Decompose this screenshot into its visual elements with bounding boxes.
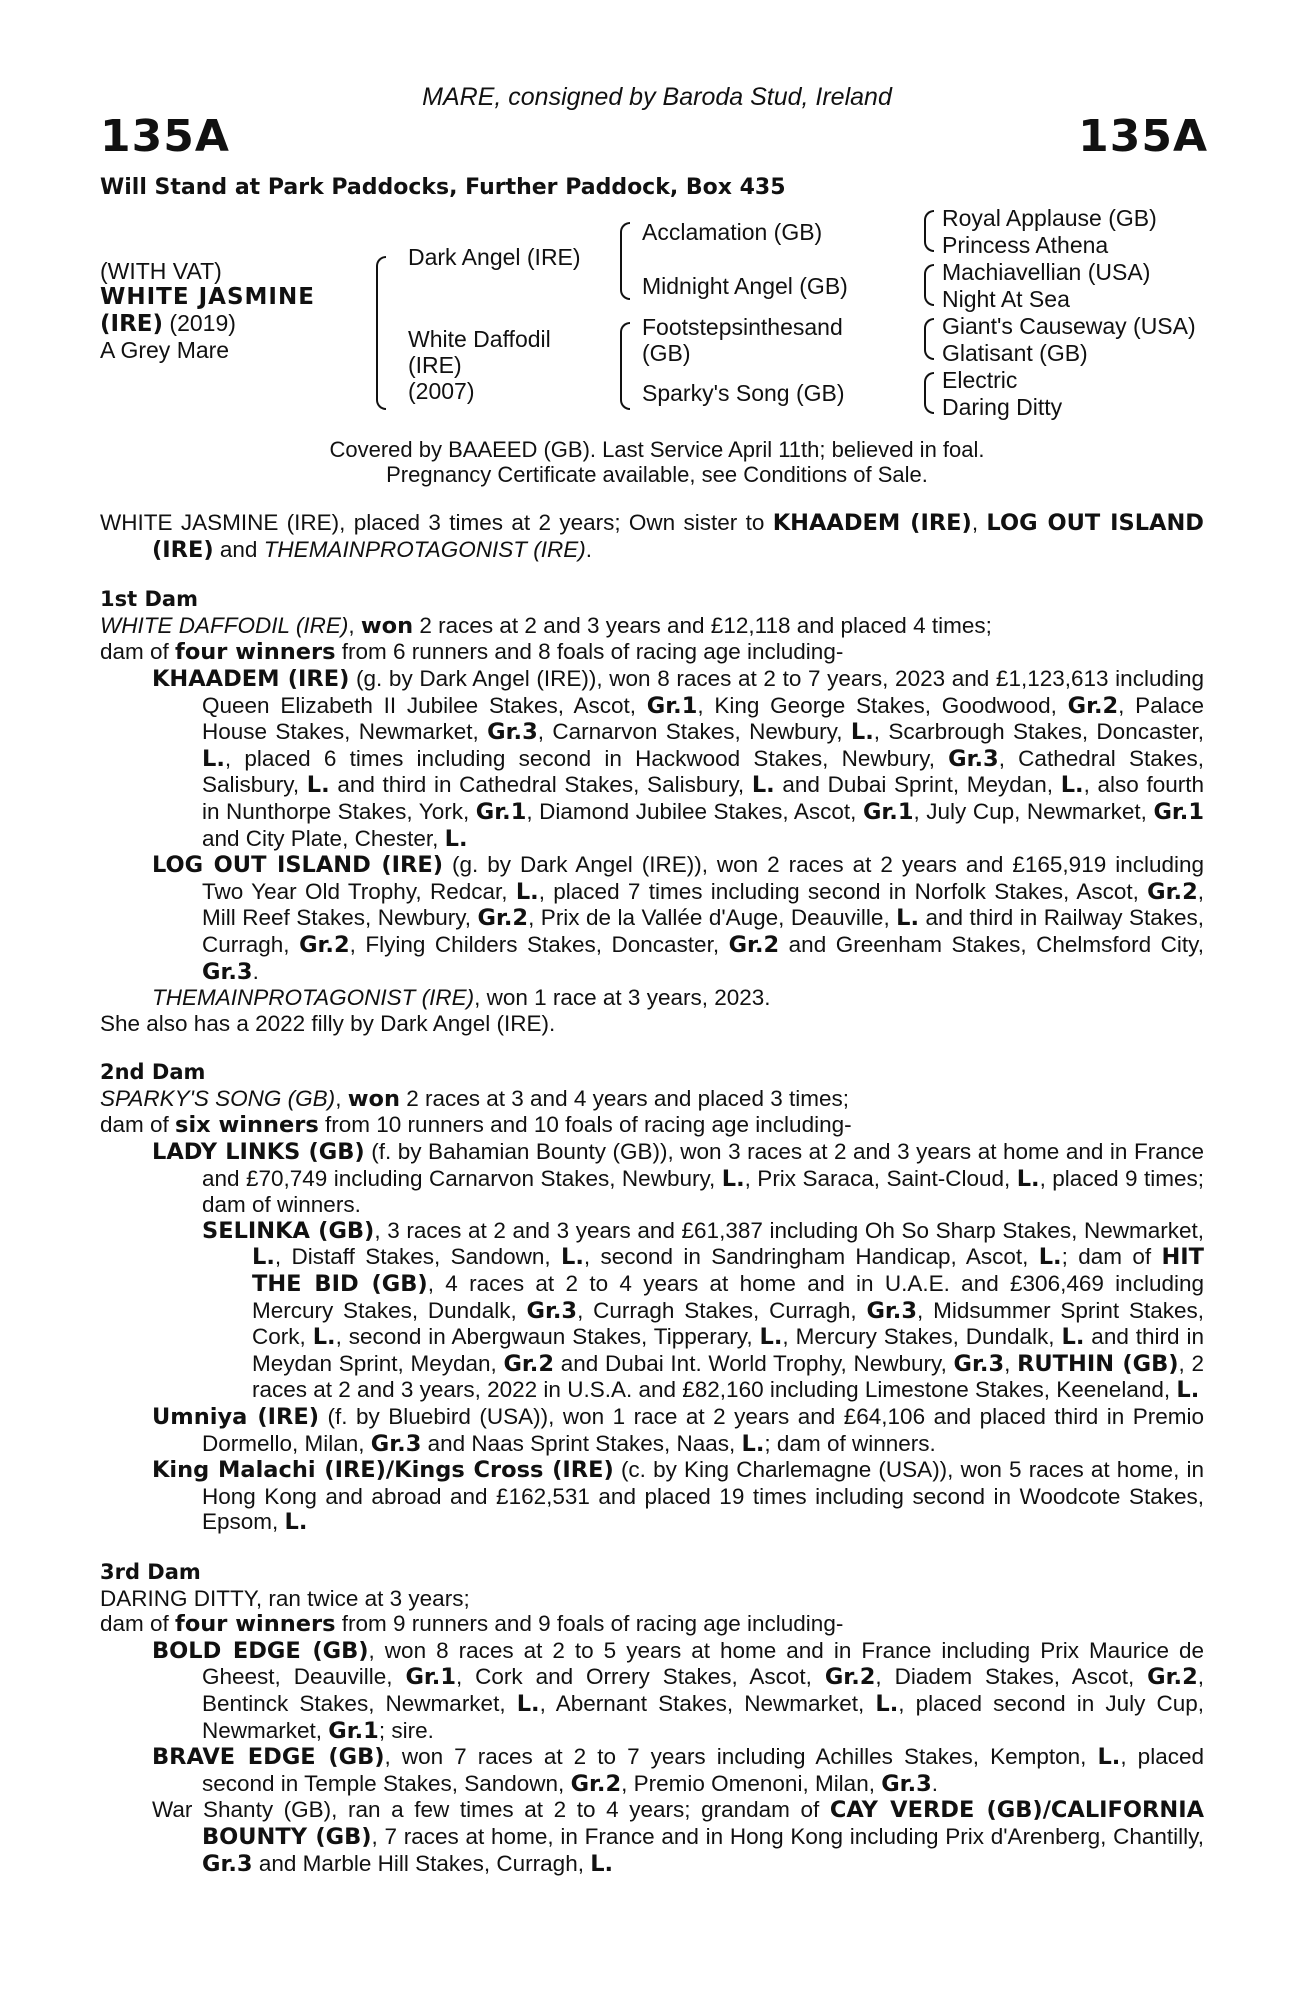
text-segment: (c. by King Charlemagne (USA)), won 5 races at home, in Hong Kong and abroad and £162,531 and placed 19 times including second in Woodcote Stakes, Epsom, bbox=[202, 1457, 1204, 1535]
text-segment: and third in Cathedral Stakes, Salisbury, bbox=[329, 772, 752, 798]
bold-text-segment: Gr.1 bbox=[475, 798, 527, 825]
bold-text-segment: CAY VERDE (GB)/CALIFORNIA BOUNTY (GB) bbox=[202, 1797, 1204, 1850]
bold-text-segment: L. bbox=[306, 772, 330, 799]
bold-text-segment: BRAVE EDGE (GB) bbox=[152, 1744, 385, 1771]
brace-gen1 bbox=[376, 256, 386, 410]
text-segment: , Scarbrough Stakes, Doncaster, bbox=[873, 719, 1204, 745]
bold-text-segment: L. bbox=[875, 1690, 899, 1717]
text-segment: . bbox=[931, 1770, 939, 1796]
covered-line1: Covered by BAAEED (GB). Last Service April 11th; believed in foal. bbox=[329, 437, 985, 462]
bold-text-segment: Gr.1 bbox=[1153, 798, 1205, 825]
first-dam-also: She also has a 2022 filly by Dark Angel (IRE). bbox=[100, 1010, 556, 1036]
bold-text-segment: Gr.2 bbox=[1147, 878, 1198, 905]
bold-text-segment: Umniya (IRE) bbox=[152, 1404, 320, 1430]
bold-text-segment: Gr.1 bbox=[862, 798, 914, 825]
text-segment: , 7 races at home, in France and in Hong Kong including Prix d'Arenberg, Chantilly, bbox=[371, 1823, 1204, 1849]
bold-text-segment: Gr.3 bbox=[487, 719, 538, 746]
sep: , bbox=[348, 612, 361, 638]
horse-suffix-year bbox=[100, 310, 315, 337]
brace-gen2-sire bbox=[620, 222, 630, 300]
text-segment: , Cathedral Stakes, Salisbury, bbox=[202, 745, 1204, 798]
text-segment: and Greenham Stakes, Chelmsford City, bbox=[779, 931, 1204, 957]
bold-text-segment: Gr.3 bbox=[202, 958, 253, 985]
text-segment: and third in Meydan Sprint, Meydan, bbox=[252, 1324, 1204, 1376]
text-segment: and Naas Sprint Stakes, Naas, bbox=[421, 1430, 742, 1456]
second-dam-heading: 2nd Dam bbox=[100, 1060, 206, 1085]
intro-sibling-3: THEMAINPROTAGONIST (IRE) bbox=[263, 536, 586, 562]
ddd: Daring Ditty bbox=[942, 394, 1063, 420]
won-label: won bbox=[347, 1085, 400, 1112]
bold-text-segment: Gr.3 bbox=[866, 1297, 918, 1324]
bold-text-segment: L. bbox=[1097, 1744, 1121, 1771]
entry-king-malachi bbox=[152, 1457, 1204, 1536]
text-segment: , Mercury Stakes, Dundalk, bbox=[782, 1324, 1062, 1350]
first-dam-heading: 1st Dam bbox=[100, 587, 198, 612]
runners-text: from 6 runners and 8 foals of racing age including- bbox=[335, 639, 844, 665]
text-segment: , Bentinck Stakes, Newmarket, bbox=[202, 1664, 1204, 1716]
text-segment: , Diadem Stakes, Ascot, bbox=[875, 1664, 1148, 1690]
bold-text-segment: L. bbox=[850, 719, 874, 746]
text-segment: , Palace House Stakes, Newmarket, bbox=[202, 692, 1204, 745]
lot-number-left: 135A bbox=[100, 111, 230, 162]
bold-text-segment: L. bbox=[516, 1690, 540, 1717]
entry-brave-edge bbox=[152, 1744, 1204, 1797]
dam-sire-country: (GB) bbox=[642, 340, 691, 366]
stand-location: Will Stand at Park Paddocks, Further Paddock, Box 435 bbox=[100, 175, 786, 200]
bold-text-segment: Gr.3 bbox=[948, 745, 999, 772]
dam-dam: Sparky's Song (GB) bbox=[642, 380, 845, 406]
text-segment: , King George Stakes, Goodwood, bbox=[697, 692, 1068, 718]
sire-sire: Acclamation (GB) bbox=[642, 219, 823, 245]
intro-sibling-2: LOG OUT ISLAND (IRE) bbox=[152, 510, 1204, 563]
second-dam-line1 bbox=[100, 1086, 1204, 1113]
text-segment: , 4 races at 2 to 4 years at home and in U.A.E. and £306,469 including Mercury Stakes, Dundalk, bbox=[252, 1271, 1204, 1323]
text-segment: War Shanty (GB), ran a few times at 2 to 4 years; grandam of bbox=[152, 1797, 830, 1823]
text-segment: , July Cup, Newmarket, bbox=[913, 798, 1154, 824]
horse-name: WHITE JASMINE bbox=[100, 284, 315, 310]
first-dam-record: 2 races at 2 and 3 years and £12,118 and placed 4 times; bbox=[413, 612, 992, 638]
bold-text-segment: L. bbox=[896, 905, 920, 932]
bold-text-segment: KHAADEM (IRE) bbox=[152, 665, 350, 692]
intro-sibling-1: KHAADEM (IRE) bbox=[772, 510, 972, 536]
text-segment: ; dam of winners. bbox=[764, 1430, 936, 1456]
text-segment: ; sire. bbox=[378, 1717, 434, 1743]
bold-text-segment: Gr.3 bbox=[953, 1350, 1005, 1377]
text-segment: , Diamond Jubilee Stakes, Ascot, bbox=[526, 798, 863, 824]
covered-line2: Pregnancy Certificate available, see Conditions of Sale. bbox=[386, 462, 928, 487]
bold-text-segment: Gr.3 bbox=[202, 1850, 253, 1877]
vat-label: (WITH VAT) bbox=[100, 258, 222, 284]
bold-text-segment: HIT THE BID (GB) bbox=[252, 1244, 1204, 1298]
sss: Royal Applause (GB) bbox=[942, 205, 1157, 231]
sire-dam: Midnight Angel (GB) bbox=[642, 273, 848, 299]
text-segment: , Curragh Stakes, Curragh, bbox=[577, 1297, 867, 1323]
winners-count: four winners bbox=[175, 639, 336, 666]
dam-of: dam of bbox=[100, 1112, 176, 1138]
dam-of: dam of bbox=[100, 1611, 176, 1637]
text-segment: ; dam of bbox=[1061, 1244, 1162, 1270]
brace-gen3-4 bbox=[924, 372, 934, 414]
brace-gen3-2 bbox=[924, 264, 934, 306]
first-dam-line2 bbox=[100, 639, 1204, 666]
bold-text-segment: Gr.2 bbox=[299, 931, 350, 958]
entry-bold-edge bbox=[152, 1638, 1204, 1744]
dam bbox=[408, 326, 551, 404]
intro-and: and bbox=[213, 536, 264, 562]
text-segment: , second in Sandringham Handicap, Ascot, bbox=[583, 1244, 1039, 1270]
entry-khaadem bbox=[152, 666, 1204, 852]
bold-text-segment: L. bbox=[751, 772, 775, 799]
horse-country: (IRE) bbox=[100, 311, 164, 337]
bold-text-segment: L. bbox=[759, 1324, 783, 1351]
bold-text-segment: Gr.3 bbox=[881, 1770, 932, 1797]
text-segment: and third in Railway Stakes, Curragh, bbox=[202, 905, 1205, 957]
runners-text: from 10 runners and 10 foals of racing age including- bbox=[318, 1112, 852, 1138]
bold-text-segment: L. bbox=[1038, 1244, 1062, 1271]
bold-text-segment: Gr.3 bbox=[370, 1430, 422, 1457]
text-segment: , 3 races at 2 and 3 years and £61,387 including Oh So Sharp Stakes, Newmarket, bbox=[374, 1217, 1204, 1243]
bold-text-segment: L. bbox=[1060, 772, 1084, 799]
brace-gen2-dam bbox=[620, 322, 630, 410]
covered-block bbox=[0, 437, 1314, 487]
bold-text-segment: Gr.1 bbox=[328, 1717, 379, 1744]
bold-text-segment: Gr.1 bbox=[646, 692, 698, 719]
dam-year: (2007) bbox=[408, 378, 475, 404]
bold-text-segment: L. bbox=[252, 1244, 275, 1271]
winners-count: four winners bbox=[175, 1611, 336, 1638]
entry-themainprotagonist bbox=[152, 985, 1204, 1011]
themain-name: THEMAINPROTAGONIST (IRE) bbox=[152, 985, 475, 1011]
catalogue-body bbox=[100, 510, 1204, 1877]
ssd: Princess Athena bbox=[942, 232, 1109, 258]
second-dam-line2 bbox=[100, 1112, 1204, 1139]
sdd: Night At Sea bbox=[942, 286, 1070, 312]
bold-text-segment: Gr.2 bbox=[570, 1770, 622, 1797]
dss: Giant's Causeway (USA) bbox=[942, 313, 1196, 339]
text-segment: and Marble Hill Stakes, Curragh, bbox=[252, 1850, 591, 1876]
text-segment: (g. by Dark Angel (IRE)), won 2 races at 2 years and £165,919 including Two Year Old Trophy, Redcar, bbox=[202, 852, 1205, 904]
brace-gen3-3 bbox=[924, 318, 934, 360]
bold-text-segment: LADY LINKS (GB) bbox=[152, 1139, 365, 1166]
bold-text-segment: BOLD EDGE (GB) bbox=[152, 1637, 369, 1664]
entry-log-out-island bbox=[152, 852, 1204, 985]
bold-text-segment: LOG OUT ISLAND (IRE) bbox=[152, 852, 444, 879]
bold-text-segment: RUTHIN (GB) bbox=[1017, 1350, 1179, 1377]
bold-text-segment: L. bbox=[444, 825, 468, 852]
winners-count: six winners bbox=[175, 1112, 319, 1139]
bold-text-segment: L. bbox=[1061, 1324, 1085, 1351]
sds: Machiavellian (USA) bbox=[942, 259, 1151, 285]
text-segment: , won 8 races at 2 to 5 years at home and in France including Prix Maurice de Gheest, Deauville, bbox=[202, 1637, 1204, 1690]
third-dam-heading: 3rd Dam bbox=[100, 1559, 201, 1584]
text-segment: , Flying Childers Stakes, Doncaster, bbox=[349, 931, 729, 957]
text-segment: , bbox=[1004, 1350, 1018, 1376]
second-dam-record: 2 races at 3 and 4 years and placed 3 times; bbox=[399, 1085, 849, 1111]
bold-text-segment: King Malachi (IRE)/Kings Cross (IRE) bbox=[152, 1457, 614, 1484]
first-dam-name: WHITE DAFFODIL (IRE) bbox=[100, 612, 349, 638]
bold-text-segment: L. bbox=[202, 745, 225, 772]
intro-end: . bbox=[585, 536, 593, 562]
bold-text-segment: Gr.2 bbox=[1147, 1664, 1198, 1691]
won-label: won bbox=[360, 612, 414, 639]
entry-lady-links bbox=[152, 1139, 1204, 1218]
text-segment: , Prix Saraca, Saint-Cloud, bbox=[744, 1165, 1017, 1191]
text-segment: (f. by Bahamian Bounty (GB)), won 3 races at 2 and 3 years at home and in France and £70,749 including Carnarvon Stakes, Newbury, bbox=[202, 1139, 1204, 1191]
text-segment: , placed 6 times including second in Hackwood Stakes, Newbury, bbox=[224, 745, 949, 771]
dam-sire-name: Footstepsinthesand bbox=[642, 314, 843, 340]
lot-number-right: 135A bbox=[1078, 111, 1208, 162]
bold-text-segment: L. bbox=[312, 1324, 336, 1351]
bold-text-segment: L. bbox=[561, 1244, 584, 1271]
bold-text-segment: L. bbox=[1016, 1165, 1040, 1192]
entry-selinka bbox=[202, 1218, 1204, 1404]
bold-text-segment: L. bbox=[721, 1165, 745, 1192]
bold-text-segment: Gr.2 bbox=[477, 905, 529, 932]
dam-country: (IRE) bbox=[408, 352, 462, 378]
intro-sep: , bbox=[971, 510, 987, 535]
second-dam-name: SPARKY'S SONG (GB) bbox=[100, 1085, 336, 1111]
bold-text-segment: Gr.2 bbox=[503, 1350, 555, 1377]
sire: Dark Angel (IRE) bbox=[408, 244, 581, 270]
text-segment: . bbox=[252, 958, 259, 984]
text-segment: , placed 7 times including second in Norfolk Stakes, Ascot, bbox=[538, 878, 1148, 904]
text-segment: , also fourth in Nunthorpe Stakes, York, bbox=[202, 772, 1204, 824]
themain-record: , won 1 race at 3 years, 2023. bbox=[474, 985, 771, 1011]
intro-text: WHITE JASMINE (IRE), placed 3 times at 2 years; Own sister to bbox=[100, 510, 773, 535]
intro-paragraph bbox=[100, 510, 1204, 563]
text-segment: and City Plate, Chester, bbox=[202, 825, 445, 851]
bold-text-segment: Gr.2 bbox=[728, 931, 780, 958]
text-segment: , Prix de la Vallée d'Auge, Deauville, bbox=[528, 905, 897, 931]
bold-text-segment: L. bbox=[515, 878, 539, 905]
bold-text-segment: L. bbox=[590, 1850, 614, 1877]
brace-gen3-1 bbox=[924, 210, 934, 252]
entry-war-shanty bbox=[152, 1797, 1204, 1877]
text-segment: , Cork and Orrery Stakes, Ascot, bbox=[456, 1664, 825, 1690]
bold-text-segment: L. bbox=[741, 1430, 765, 1457]
dam-sire bbox=[642, 314, 843, 366]
third-dam-line1: DARING DITTY, ran twice at 3 years; bbox=[100, 1585, 470, 1611]
text-segment: , placed second in Temple Stakes, Sandown, bbox=[202, 1744, 1204, 1796]
dam-name: White Daffodil bbox=[408, 326, 551, 352]
bold-text-segment: L. bbox=[1176, 1377, 1200, 1404]
text-segment: , 2 races at 2 and 3 years, 2022 in U.S.A. and £82,160 including Limestone Stakes, Keeneland, bbox=[252, 1350, 1204, 1403]
text-segment: , Mill Reef Stakes, Newbury, bbox=[202, 878, 1204, 931]
text-segment: and Dubai Sprint, Meydan, bbox=[774, 772, 1061, 798]
bold-text-segment: SELINKA (GB) bbox=[202, 1217, 375, 1244]
text-segment: , placed 9 times; dam of winners. bbox=[202, 1165, 1204, 1218]
text-segment: and Dubai Int. World Trophy, Newbury, bbox=[554, 1350, 954, 1376]
bold-text-segment: Gr.2 bbox=[1067, 692, 1119, 719]
text-segment: , placed second in July Cup, Newmarket, bbox=[202, 1690, 1204, 1743]
bold-text-segment: Gr.1 bbox=[405, 1664, 456, 1691]
consignment-line: MARE, consigned by Baroda Stud, Ireland bbox=[422, 83, 892, 111]
first-dam-line1 bbox=[100, 613, 1204, 640]
text-segment: , second in Abergwaun Stakes, Tipperary, bbox=[335, 1324, 760, 1350]
horse-description: A Grey Mare bbox=[100, 337, 230, 363]
horse-year: (2019) bbox=[163, 310, 236, 336]
entry-umniya bbox=[152, 1404, 1204, 1457]
horse-block bbox=[100, 258, 315, 363]
dsd: Glatisant (GB) bbox=[942, 340, 1088, 366]
dds: Electric bbox=[942, 367, 1018, 393]
dam-of: dam of bbox=[100, 639, 176, 665]
bold-text-segment: Gr.3 bbox=[526, 1297, 578, 1324]
text-segment: , Carnarvon Stakes, Newbury, bbox=[537, 719, 851, 745]
text-segment: , Premio Omenoni, Milan, bbox=[621, 1770, 882, 1796]
text-segment: (f. by Bluebird (USA)), won 1 race at 2 years and £64,106 and placed third in Premio Dormello, Milan, bbox=[202, 1404, 1204, 1456]
text-segment: , Midsummer Sprint Stakes, Cork, bbox=[252, 1297, 1205, 1350]
bold-text-segment: Gr.2 bbox=[824, 1664, 876, 1691]
text-segment: , Distaff Stakes, Sandown, bbox=[274, 1244, 561, 1270]
text-segment: , won 7 races at 2 to 7 years including Achilles Stakes, Kempton, bbox=[384, 1744, 1098, 1770]
text-segment: (g. by Dark Angel (IRE)), won 8 races at 2 to 7 years, 2023 and £1,123,613 including Queen Elizabeth II Jubilee Stakes, Ascot, bbox=[202, 665, 1204, 718]
third-dam-line2 bbox=[100, 1611, 1204, 1638]
bold-text-segment: L. bbox=[284, 1509, 308, 1536]
text-segment: , Abernant Stakes, Newmarket, bbox=[539, 1690, 876, 1716]
sep: , bbox=[335, 1085, 348, 1111]
runners-text: from 9 runners and 9 foals of racing age including- bbox=[335, 1611, 844, 1637]
